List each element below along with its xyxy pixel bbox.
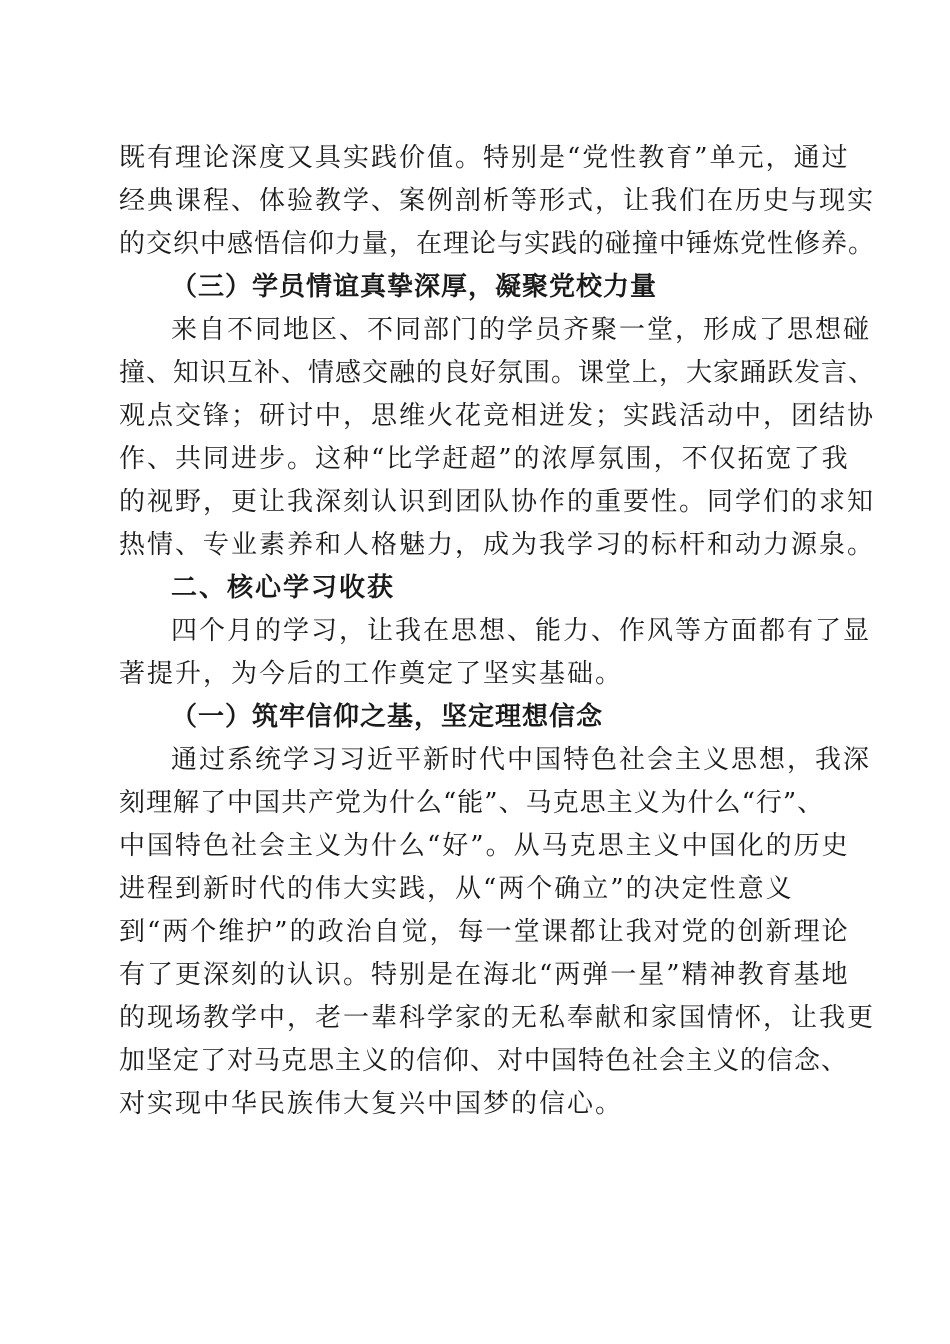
body-line: 加坚定了对马克思主义的信仰、对中国特色社会主义的信念、 [119, 1046, 849, 1076]
body-line: 热情、专业素养和人格魅力，成为我学习的标杆和动力源泉。 [119, 530, 876, 560]
document-body [119, 137, 876, 1126]
section-subheading: （一）筑牢信仰之基，坚定理想信念 [171, 702, 604, 732]
body-line: 著提升，为今后的工作奠定了坚实基础。 [119, 659, 624, 689]
body-line: 到“两个维护”的政治自觉，每一堂课都让我对党的创新理论 [119, 917, 850, 947]
section-subheading: （三）学员情谊真挚深厚，凝聚党校力量 [171, 272, 658, 302]
body-line: 经典课程、体验教学、案例剖析等形式，让我们在历史与现实 [119, 186, 876, 216]
body-line: 中国特色社会主义为什么“好”。从马克思主义中国化的历史 [119, 831, 850, 861]
body-line: 观点交锋；研讨中，思维火花竞相迸发；实践活动中，团结协 [119, 401, 876, 431]
body-line: 进程到新时代的伟大实践，从“两个确立”的决定性意义 [119, 874, 794, 904]
section-heading: 二、核心学习收获 [171, 573, 396, 603]
body-line: 的交织中感悟信仰力量，在理论与实践的碰撞中锤炼党性修养。 [119, 229, 876, 259]
body-line: 的视野，更让我深刻认识到团队协作的重要性。同学们的求知 [119, 487, 876, 517]
body-line: 既有理论深度又具实践价值。特别是“党性教育”单元，通过 [119, 143, 850, 173]
body-line: 作、共同进步。这种“比学赶超”的浓厚氛围，不仅拓宽了我 [119, 444, 850, 474]
body-line: 刻理解了中国共产党为什么“能”、马克思主义为什么“行”、 [119, 788, 825, 818]
body-line: 的现场教学中，老一辈科学家的无私奉献和家国情怀，让我更 [119, 1003, 876, 1033]
body-line: 对实现中华民族伟大复兴中国梦的信心。 [119, 1089, 624, 1119]
body-line: 有了更深刻的认识。特别是在海北“两弹一星”精神教育基地 [119, 960, 850, 990]
paragraph-first-line: 四个月的学习，让我在思想、能力、作风等方面都有了显 [171, 616, 872, 646]
paragraph-first-line: 来自不同地区、不同部门的学员齐聚一堂，形成了思想碰 [171, 315, 872, 345]
paragraph-first-line: 通过系统学习习近平新时代中国特色社会主义思想，我深 [171, 745, 872, 775]
body-line: 撞、知识互补、情感交融的良好氛围。课堂上，大家踊跃发言、 [119, 358, 876, 388]
